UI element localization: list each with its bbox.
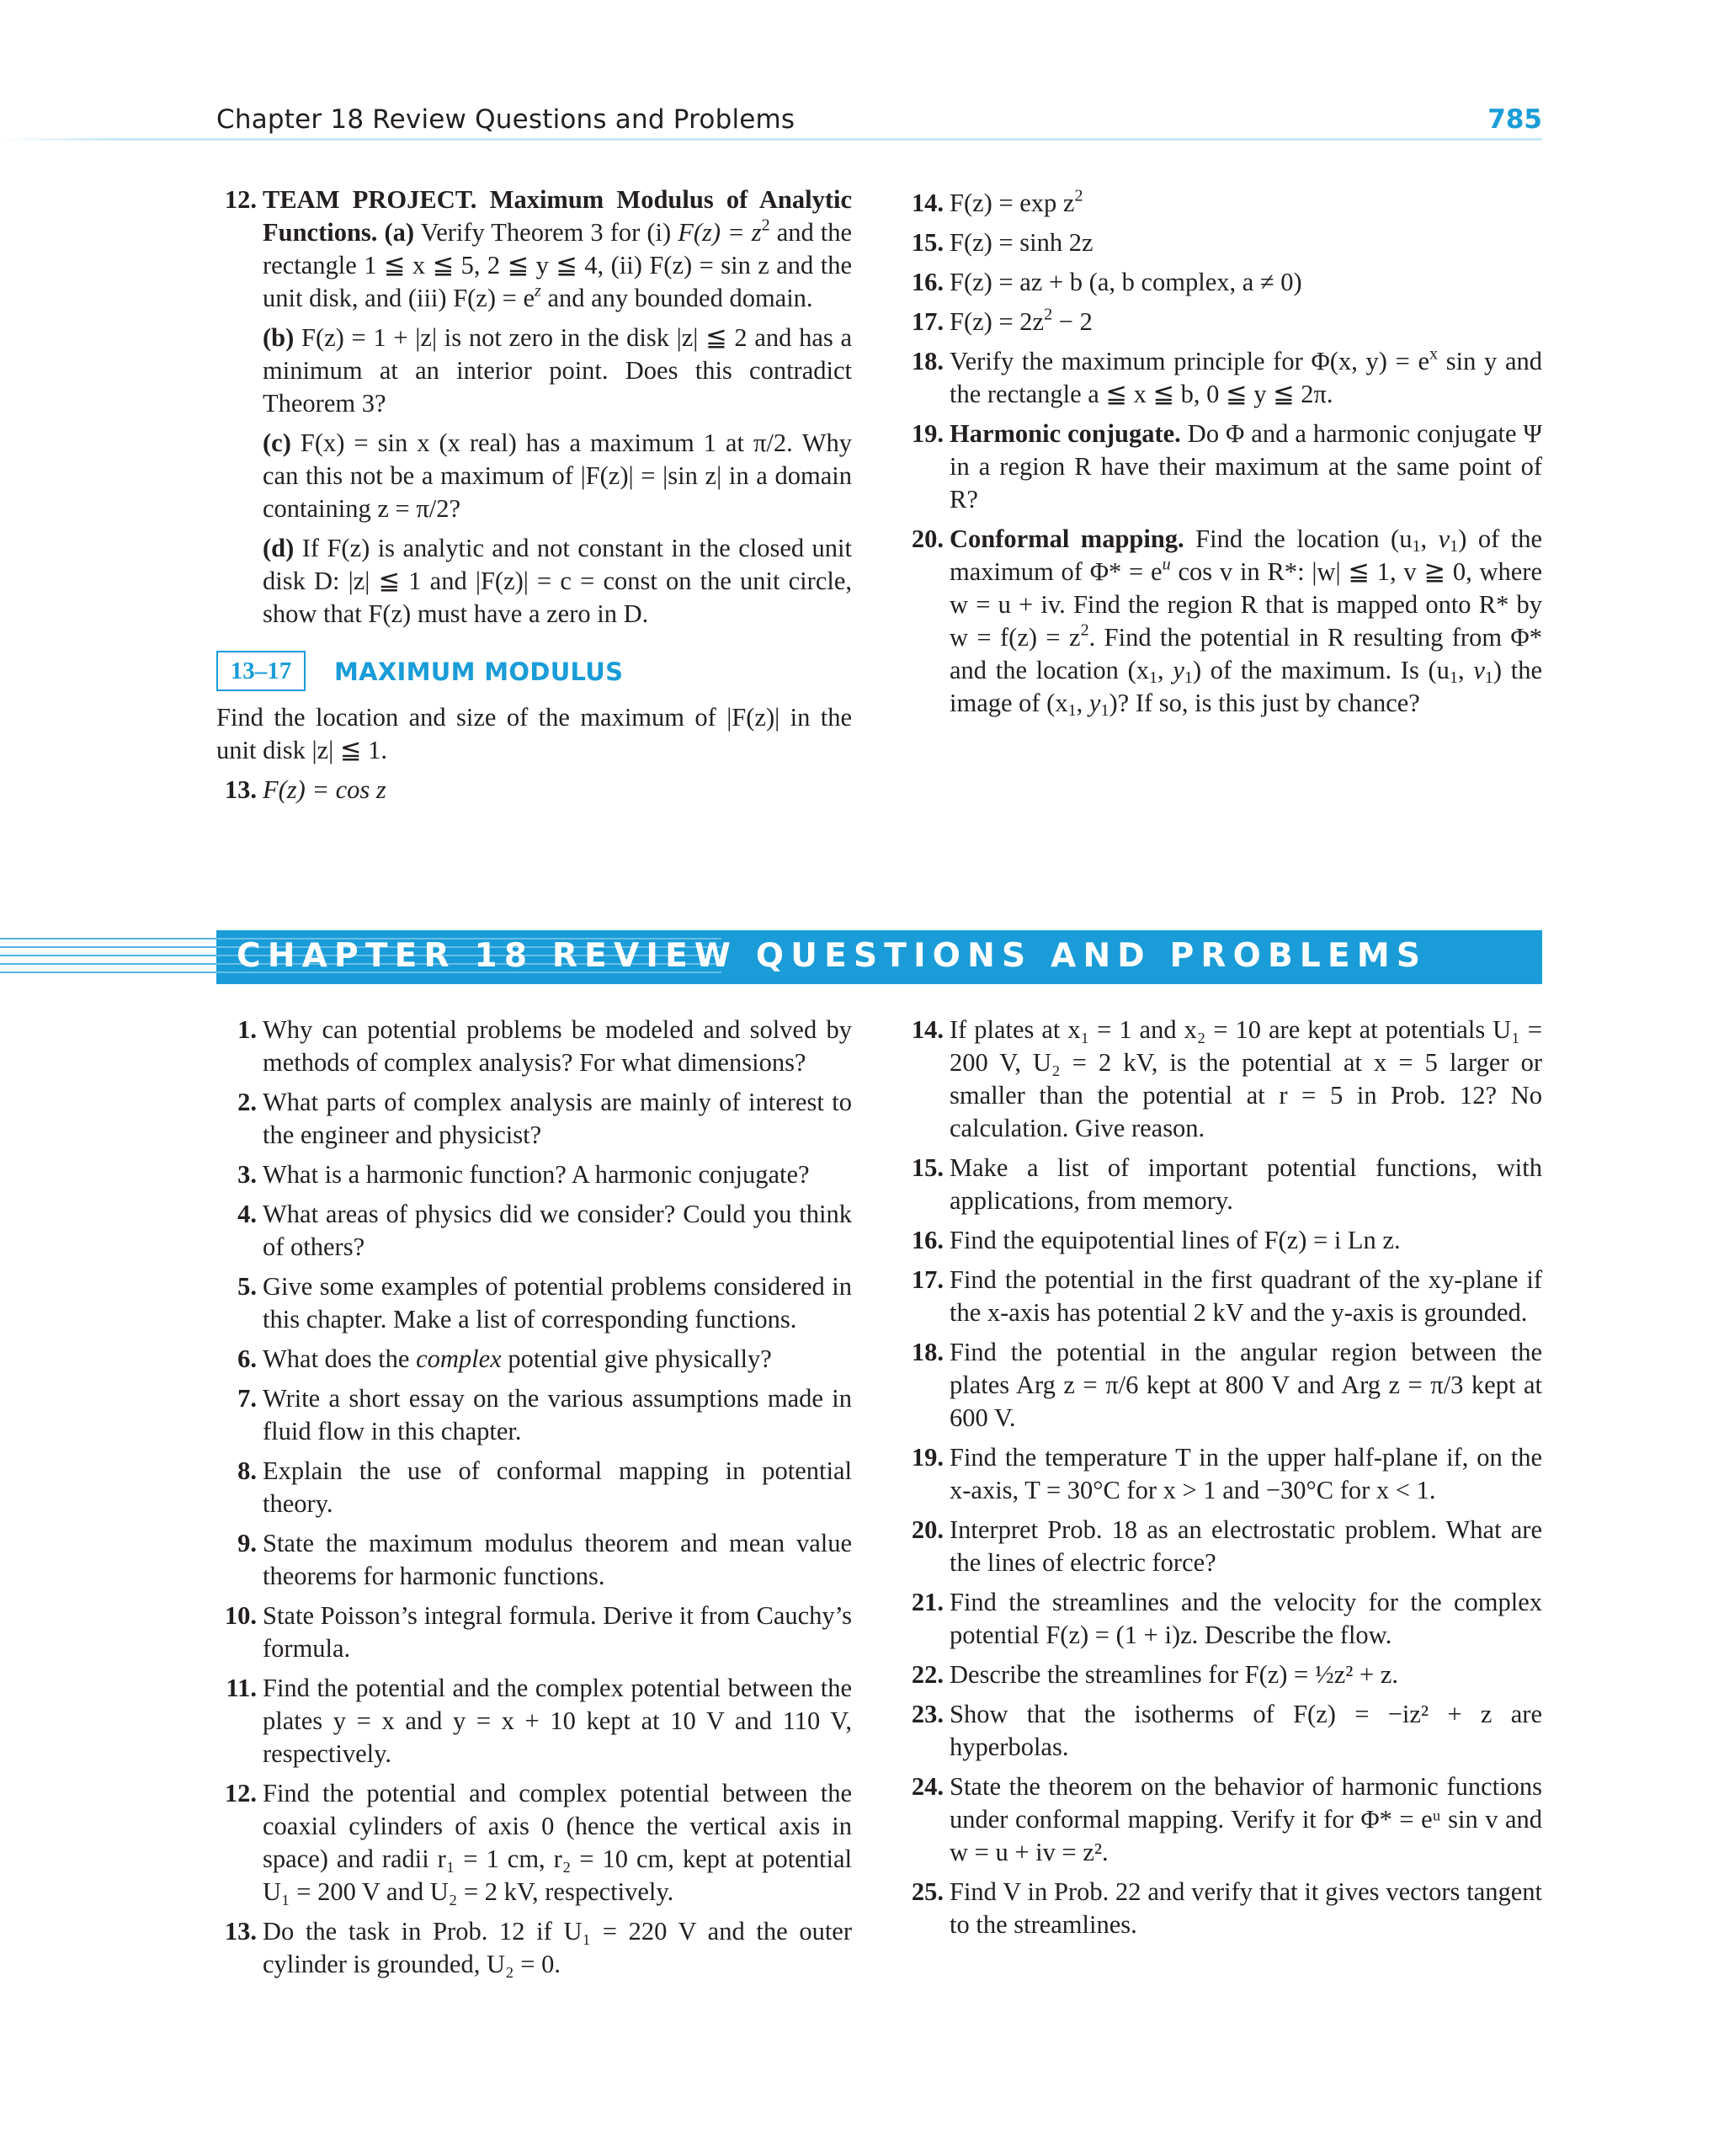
item-number: 20. bbox=[911, 1515, 944, 1544]
item-number: 4. bbox=[237, 1200, 257, 1228]
problem-number: 14. bbox=[911, 189, 944, 217]
item-text: Find the equipotential lines of F(z) = i Ln z. bbox=[950, 1226, 1401, 1254]
item-text: Find the streamlines and the velocity for the complex potential F(z) = (1 + i)z. Describe the flow. bbox=[950, 1588, 1542, 1649]
item-number: 22. bbox=[911, 1660, 944, 1689]
item-text-2: potential give physically? bbox=[501, 1344, 772, 1373]
problem-17 bbox=[903, 306, 1542, 338]
item-text: What is a harmonic function? A harmonic conjugate? bbox=[263, 1160, 810, 1189]
part-a-text-3: and any bounded domain. bbox=[547, 284, 813, 312]
problem-text: F(z) = sinh 2z bbox=[950, 228, 1093, 257]
review-item bbox=[903, 1658, 1542, 1691]
problem-18 bbox=[903, 345, 1542, 411]
item-text: Give some examples of potential problems considered in this chapter. Make a list of corresponding functions. bbox=[263, 1272, 852, 1334]
review-right-column bbox=[903, 1014, 1542, 1948]
item-text: Interpret Prob. 18 as an electrostatic problem. What are the lines of electric force? bbox=[950, 1515, 1542, 1577]
problem-text: Verify the maximum principle for Φ(x, y) = e bbox=[950, 347, 1430, 375]
problem-12-part-c bbox=[216, 427, 852, 525]
item-text: Find V in Prob. 22 and verify that it gives vectors tangent to the streamlines. bbox=[950, 1877, 1542, 1939]
item-text: Do the task in Prob. 12 if U₁ = 220 V and the outer cylinder is grounded, U₂ = 0. bbox=[263, 1917, 852, 1978]
part-label: (d) bbox=[263, 534, 295, 562]
problem-text-5: ) of the maximum. Is (u bbox=[1192, 656, 1450, 684]
item-number: 15. bbox=[911, 1153, 944, 1182]
problem-number: 17. bbox=[911, 307, 944, 336]
superscript: x bbox=[1429, 344, 1439, 364]
problem-16 bbox=[903, 266, 1542, 299]
problem-12-team-project: 12. TEAM PROJECT. Maximum Modulus of Analytic Functions. (a) Verify Theorem 3 for (i) $F(z) = z^2$ and the rectangle 1 ≦ x ≦ 5, 2 ≦ y ≦ 4, (ii) F(z) = sin z and the unit disk, and (iii) $F(z) = e^z$ and any bounded domain. bbox=[216, 184, 852, 315]
review-item bbox=[903, 1698, 1542, 1764]
item-text: Find the potential in the angular region between the plates Arg z = π/6 kept at 800 V and Arg z = π/3 kept at 600 V. bbox=[950, 1338, 1542, 1432]
section-instruction: Find the location and size of the maximum of |F(z)| in the unit disk |z| ≦ 1. bbox=[216, 703, 852, 764]
review-item bbox=[903, 1876, 1542, 1941]
item-text: Write a short essay on the various assumptions made in fluid flow in this chapter. bbox=[263, 1384, 852, 1445]
review-item bbox=[216, 1672, 852, 1770]
review-item bbox=[216, 1198, 852, 1264]
item-number: 8. bbox=[237, 1456, 257, 1485]
item-number: 23. bbox=[911, 1700, 944, 1728]
item-number: 21. bbox=[911, 1588, 944, 1616]
item-number: 5. bbox=[237, 1272, 257, 1301]
problem-text-2: ) of the maximum of Φ* = e bbox=[950, 524, 1543, 586]
problem-number: 15. bbox=[911, 228, 944, 257]
review-item bbox=[216, 1086, 852, 1152]
item-text: Show that the isotherms of F(z) = −iz² + z are hyperbolas. bbox=[950, 1700, 1542, 1761]
problem-12-part-b bbox=[216, 322, 852, 420]
problem-text-4: . Find the potential in R resulting from Φ* and the location (x bbox=[950, 623, 1542, 684]
problem-19 bbox=[903, 418, 1542, 516]
problem-15 bbox=[903, 226, 1542, 259]
item-number: 2. bbox=[237, 1088, 257, 1116]
review-item bbox=[216, 1343, 852, 1376]
item-text: Why can potential problems be modeled and solved by methods of complex analysis? For what dimensions? bbox=[263, 1015, 852, 1077]
item-number: 19. bbox=[911, 1443, 944, 1472]
problem-number: 13. bbox=[224, 775, 257, 804]
part-text: If F(z) is analytic and not constant in the closed unit disk D: |z| ≦ 1 and |F(z)| = c = const on the unit circle, show that F(z) must have a zero in D. bbox=[263, 534, 853, 628]
superscript: 2 bbox=[1044, 305, 1053, 324]
item-number: 16. bbox=[911, 1226, 944, 1254]
item-number: 1. bbox=[237, 1015, 257, 1044]
review-item bbox=[903, 1152, 1542, 1217]
problem-text: Find the location (u bbox=[1195, 524, 1413, 553]
review-left-column bbox=[216, 1014, 852, 1988]
item-text: If plates at x₁ = 1 and x₂ = 10 are kept at potentials U₁ = 200 V, U₂ = 2 kV, is the potential at x = 5 larger or smaller than the potential at r = 5 in Prob. 12? No calculation. Give reason. bbox=[950, 1015, 1542, 1142]
chapter-review-banner bbox=[216, 930, 1542, 984]
problem-number: 19. bbox=[911, 419, 944, 448]
item-text: State Poisson’s integral formula. Derive it from Cauchy’s formula. bbox=[263, 1601, 852, 1663]
review-item bbox=[903, 1224, 1542, 1257]
running-header bbox=[0, 99, 1542, 141]
problem-text: F(z) = exp z bbox=[950, 189, 1075, 217]
problem-text-2: sin y and the rectangle a ≦ x ≦ b, 0 ≦ y ≦ 2π. bbox=[950, 347, 1542, 408]
problem-text: F(z) = 2z bbox=[950, 307, 1045, 336]
part-a-text: Verify Theorem 3 for (i) bbox=[420, 218, 672, 247]
problem-number: 18. bbox=[911, 347, 944, 375]
review-item bbox=[903, 1586, 1542, 1652]
problem-number: 12. bbox=[224, 185, 257, 214]
part-a-text-2: and the rectangle 1 ≦ x ≦ 5, 2 ≦ y ≦ 4, (ii) F(z) = sin z and the unit disk, and (iii) F(z) = e bbox=[263, 218, 853, 312]
review-item bbox=[216, 1527, 852, 1593]
review-item bbox=[903, 1336, 1542, 1435]
problems-left-column bbox=[216, 184, 852, 813]
running-header-title: Chapter 18 Review Questions and Problems bbox=[216, 104, 795, 135]
review-item bbox=[903, 1514, 1542, 1579]
item-number: 25. bbox=[911, 1877, 944, 1906]
review-item bbox=[216, 1777, 852, 1908]
page-number: 785 bbox=[1487, 104, 1542, 135]
header-rule bbox=[0, 138, 1542, 141]
item-number: 18. bbox=[911, 1338, 944, 1366]
item-text: What parts of complex analysis are mainly of interest to the engineer and physicist? bbox=[263, 1088, 852, 1149]
math-expression: F(z) = z bbox=[678, 218, 762, 247]
problem-text: Do Φ and a harmonic conjugate Ψ in a region R have their maximum at the same point of R? bbox=[950, 419, 1543, 514]
review-item bbox=[216, 1915, 852, 1981]
problem-title: Conformal mapping. bbox=[950, 524, 1184, 553]
problem-13 bbox=[216, 774, 852, 807]
problem-text-7: )? If so, is this just by chance? bbox=[1109, 689, 1420, 717]
problem-number: 16. bbox=[911, 268, 944, 296]
part-text: F(z) = 1 + |z| is not zero in the disk |z| ≦ 2 and has a minimum at an interior point. Does this contradict Theorem 3? bbox=[263, 323, 852, 418]
item-number: 13. bbox=[224, 1917, 257, 1946]
problem-text: F(z) = az + b (a, b complex, a ≠ 0) bbox=[950, 268, 1302, 296]
problem-number: 20. bbox=[911, 524, 944, 553]
problem-text-3: cos v in R*: |w| ≦ 1, v ≧ 0, where w = u + iv. Find the region R that is mapped onto R* by w = f(z) = z bbox=[950, 557, 1542, 652]
review-item bbox=[216, 1014, 852, 1079]
item-number: 24. bbox=[911, 1772, 944, 1801]
item-number: 6. bbox=[237, 1344, 257, 1373]
item-text: Find the potential and complex potential between the coaxial cylinders of axis 0 (hence the vertical axis in space) and radii r₁ = 1 cm, r₂ = 10 cm, kept at potential U₁ = 200 V and U₂ = 2 kV, respectively. bbox=[263, 1779, 852, 1906]
problem-text: F(z) = cos z bbox=[263, 775, 386, 804]
problem-text-2: − 2 bbox=[1052, 307, 1093, 336]
review-item bbox=[216, 1158, 852, 1191]
item-number: 11. bbox=[226, 1674, 257, 1702]
part-label: (c) bbox=[263, 429, 291, 457]
review-item bbox=[216, 1382, 852, 1448]
review-item bbox=[903, 1014, 1542, 1145]
section-range-box: 13–17 bbox=[216, 651, 306, 691]
item-number: 7. bbox=[237, 1384, 257, 1413]
item-number: 12. bbox=[224, 1779, 257, 1807]
item-number: 9. bbox=[237, 1529, 257, 1557]
banner-title: CHAPTER 18 REVIEW QUESTIONS AND PROBLEMS bbox=[237, 937, 1428, 975]
problem-14 bbox=[903, 187, 1542, 220]
review-item bbox=[216, 1600, 852, 1665]
item-text: State the theorem on the behavior of harmonic functions under conformal mapping. Verify it for Φ* = eᵘ sin v and w = u + iv = z². bbox=[950, 1772, 1542, 1866]
item-text: Explain the use of conformal mapping in potential theory. bbox=[263, 1456, 852, 1518]
review-item bbox=[903, 1770, 1542, 1869]
review-item bbox=[903, 1264, 1542, 1329]
item-text: Find the potential in the first quadrant of the xy-plane if the x-axis has potential 2 kV and the y-axis is grounded. bbox=[950, 1265, 1542, 1327]
item-number: 14. bbox=[911, 1015, 944, 1044]
problem-title: Harmonic conjugate. bbox=[950, 419, 1181, 448]
part-text: F(x) = sin x (x real) has a maximum 1 at π/2. Why can this not be a maximum of |F(z)| = |sin z| in a domain containing z = π/2? bbox=[263, 429, 853, 523]
review-item bbox=[216, 1270, 852, 1336]
item-number: 17. bbox=[911, 1265, 944, 1294]
problem-20: 20. Conformal mapping. Find the location ($u_1$, $v_1$) of the maximum of $\Phi* = e^u$ cos v in R*: |w| ≦ 1, v ≧ 0, where w = u + iv. Find the region R that is mapped onto R* by $w = f(z) = z^2$. Find the potential in R resulting from Φ* and the location ($x_1$, $y_1$) of the maximum. Is ($u_1$, $v_1$) the image of ($x_1$, $y_1$)? If so, is this just by chance? bbox=[903, 523, 1542, 720]
problem-title: TEAM PROJECT. Maximum Modulus of Analytic Functions. bbox=[263, 185, 852, 247]
part-label: (a) bbox=[384, 218, 415, 247]
item-text: What areas of physics did we consider? Could you think of others? bbox=[263, 1200, 852, 1261]
item-text: What does the bbox=[263, 1344, 417, 1373]
review-item bbox=[216, 1455, 852, 1520]
problem-text-6: ) the image of (x bbox=[950, 656, 1543, 717]
item-text: Find the temperature T in the upper half-plane if, on the x-axis, T = 30°C for x > 1 and −30°C for x < 1. bbox=[950, 1443, 1542, 1504]
problem-12-part-d bbox=[216, 532, 852, 631]
section-heading bbox=[216, 651, 852, 695]
item-text: Find the potential and the complex potential between the plates y = x and y = x + 10 kept at 10 V and 110 V, respectively. bbox=[263, 1674, 852, 1768]
item-text: Describe the streamlines for F(z) = ½z² + z. bbox=[950, 1660, 1399, 1689]
problems-right-column bbox=[903, 187, 1542, 727]
item-number: 3. bbox=[237, 1160, 257, 1189]
item-text: Make a list of important potential functions, with applications, from memory. bbox=[950, 1153, 1542, 1215]
emphasis: complex bbox=[416, 1344, 502, 1373]
review-item bbox=[903, 1441, 1542, 1507]
item-text: State the maximum modulus theorem and mean value theorems for harmonic functions. bbox=[263, 1529, 852, 1590]
part-label: (b) bbox=[263, 323, 295, 352]
superscript: 2 bbox=[1074, 186, 1083, 205]
section-title: MAXIMUM MODULUS bbox=[334, 657, 624, 686]
item-number: 10. bbox=[224, 1601, 257, 1630]
